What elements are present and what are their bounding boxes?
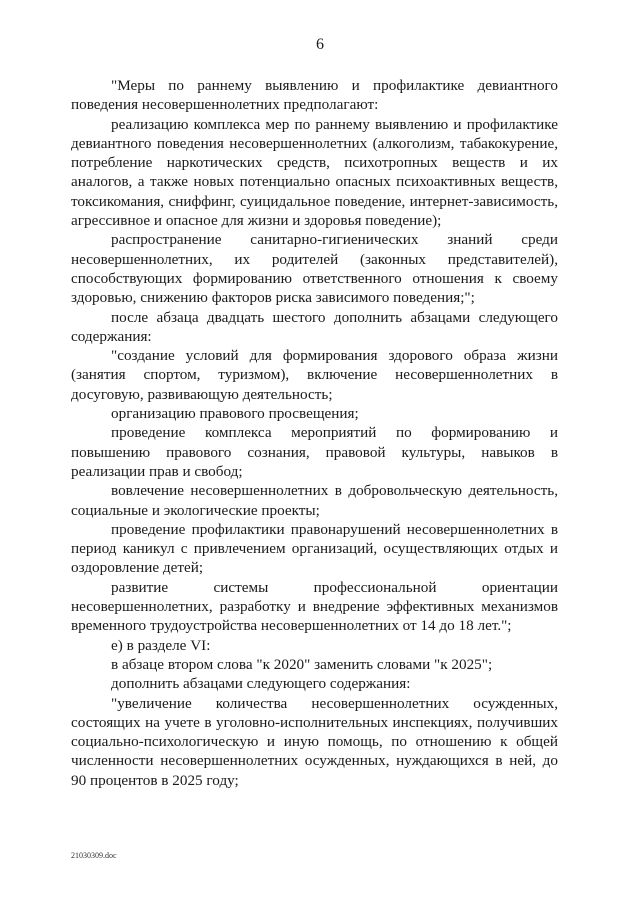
paragraph: "создание условий для формирования здорового образа жизни (занятия спортом, туризмом), включение несовершеннолетних в досуговую, развивающую деятельность; (71, 347, 558, 403)
document-body (71, 76, 558, 790)
paragraph: дополнить абзацами следующего содержания: (111, 675, 411, 693)
paragraph: после абзаца двадцать шестого дополнить абзацами следующего содержания: (71, 308, 558, 345)
paragraph: "Меры по раннему выявлению и профилактике девиантного поведения несовершеннолетних предполагают: (71, 77, 558, 114)
page-number: 6 (316, 36, 324, 53)
paragraph: распространение санитарно-гигиенических знаний среди несовершеннолетних, их родителей (законных представителей), способствующих формированию ответственного отношения к своему здоровью, снижению факторов риска зависимого поведения;"; (71, 231, 558, 307)
paragraph: проведение комплекса мероприятий по формированию и повышению правового сознания, правовой культуры, навыков в реализации прав и свобод; (71, 424, 558, 480)
paragraph: развитие системы профессиональной ориентации несовершеннолетних, разработку и внедрение эффективных механизмов временного трудоустройства несовершеннолетних от 14 до 18 лет."; (71, 578, 558, 635)
paragraph: вовлечение несовершеннолетних в добровольческую деятельность, социальные и экологические проекты; (71, 482, 558, 519)
paragraph: проведение профилактики правонарушений несовершеннолетних в период каникул с привлечением организаций, осуществляющих отдых и оздоровление детей; (71, 520, 558, 577)
footer-filename: 21030309.doc (71, 851, 117, 860)
paragraph: в абзаце втором слова "к 2020" заменить словами "к 2025"; (111, 655, 493, 673)
paragraph: реализацию комплекса мер по раннему выявлению и профилактике девиантного поведения несовершеннолетних (алкоголизм, табакокурение, потребление наркотических средств, психотропных веществ и их аналогов, а также новых потенциально опасных психоактивных веществ, токсикомания, сниффинг, суицидальное поведение, интернет-зависимость, агрессивное и опасное для жизни и здоровья поведение); (71, 115, 558, 230)
paragraph: организацию правового просвещения; (111, 405, 359, 423)
paragraph: "увеличение количества несовершеннолетних осужденных, состоящих на учете в уголовно-исполнительных инспекциях, получивших социально-психологическую и иную помощь, по отношению к общей численности несовершеннолетних осужденных, нуждающихся в ней, до 90 процентов в 2025 году; (71, 694, 558, 789)
paragraph: е) в разделе VI: (111, 636, 211, 654)
